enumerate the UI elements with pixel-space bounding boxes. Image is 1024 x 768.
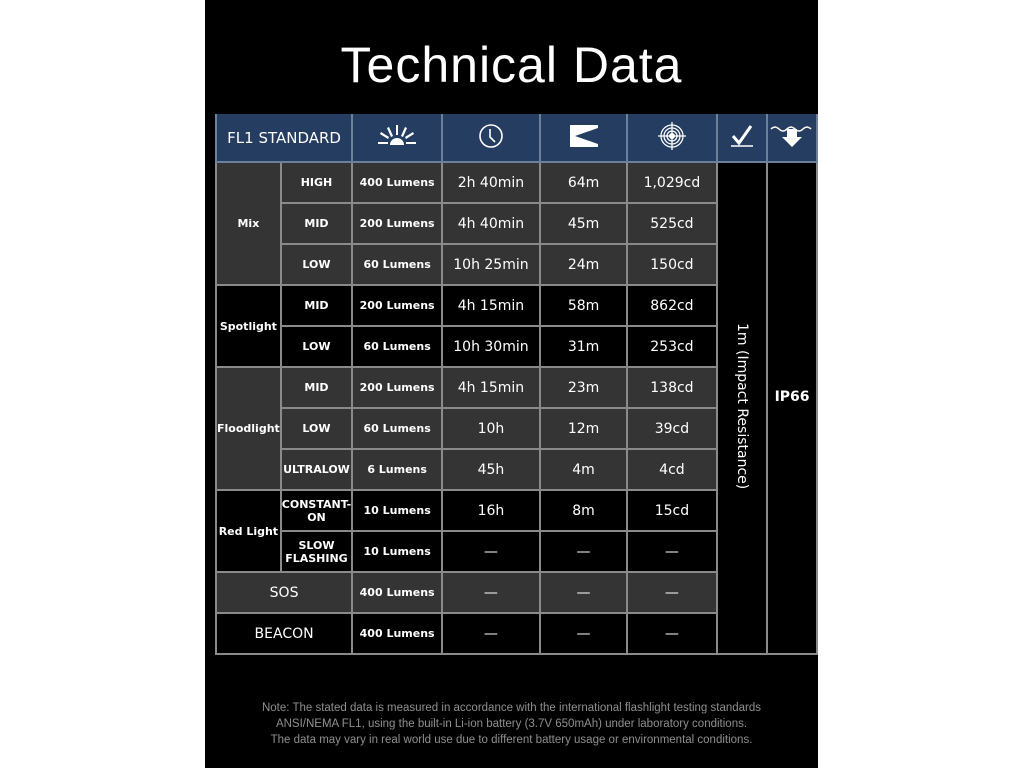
distance-cell: 8m	[540, 490, 628, 531]
table-row	[216, 162, 817, 203]
sub-mode-label: MID	[281, 367, 352, 408]
runtime-cell: 10h 25min	[442, 244, 540, 285]
sub-mode-label: LOW	[281, 326, 352, 367]
sub-mode-label: CONSTANT-ON	[281, 490, 352, 531]
spec-table	[215, 114, 818, 655]
sub-mode-label: SLOW FLASHING	[281, 531, 352, 572]
impact-resistance-value: 1m (Impact Resistance)	[733, 322, 750, 490]
mode-group-label: SOS	[216, 572, 352, 613]
distance-cell: —	[540, 613, 628, 654]
output-cell: 60 Lumens	[352, 326, 442, 367]
output-cell: 200 Lumens	[352, 285, 442, 326]
sub-mode-label: LOW	[281, 244, 352, 285]
waterproof-rating-cell: IP66	[767, 162, 817, 654]
output-cell: 60 Lumens	[352, 408, 442, 449]
intensity-cell: 15cd	[627, 490, 716, 531]
intensity-cell: 525cd	[627, 203, 716, 244]
intensity-cell: 150cd	[627, 244, 716, 285]
runtime-clock-icon	[442, 114, 540, 162]
output-cell: 60 Lumens	[352, 244, 442, 285]
intensity-cell: 4cd	[627, 449, 716, 490]
output-cell: 400 Lumens	[352, 613, 442, 654]
runtime-cell: 10h 30min	[442, 326, 540, 367]
output-cell: 400 Lumens	[352, 162, 442, 203]
mode-group-label: Red Light	[216, 490, 281, 572]
impact-resistance-cell	[717, 162, 768, 654]
distance-cell: 58m	[540, 285, 628, 326]
runtime-cell: —	[442, 613, 540, 654]
distance-cell: 45m	[540, 203, 628, 244]
header-row	[216, 114, 817, 162]
distance-cell: 64m	[540, 162, 628, 203]
beam-distance-icon	[540, 114, 628, 162]
distance-cell: —	[540, 531, 628, 572]
distance-cell: 24m	[540, 244, 628, 285]
mode-group-label: Spotlight	[216, 285, 281, 367]
mode-group-label: Floodlight	[216, 367, 281, 490]
distance-cell: 12m	[540, 408, 628, 449]
runtime-cell: 4h 15min	[442, 285, 540, 326]
distance-cell: 23m	[540, 367, 628, 408]
impact-resistance-icon	[717, 114, 768, 162]
sub-mode-label: MID	[281, 285, 352, 326]
runtime-cell: —	[442, 572, 540, 613]
runtime-cell: 10h	[442, 408, 540, 449]
distance-cell: —	[540, 572, 628, 613]
runtime-cell: 4h 15min	[442, 367, 540, 408]
output-cell: 6 Lumens	[352, 449, 442, 490]
sub-mode-label: MID	[281, 203, 352, 244]
output-cell: 200 Lumens	[352, 203, 442, 244]
runtime-cell: 4h 40min	[442, 203, 540, 244]
runtime-cell: —	[442, 531, 540, 572]
output-cell: 10 Lumens	[352, 490, 442, 531]
waterproof-icon	[767, 114, 817, 162]
intensity-cell: 1,029cd	[627, 162, 716, 203]
technical-data-panel	[205, 0, 818, 768]
sub-mode-label: ULTRALOW	[281, 449, 352, 490]
intensity-cell: 862cd	[627, 285, 716, 326]
note-line: Note: The stated data is measured in accordance with the international flashlight testing standards	[261, 702, 762, 714]
mode-group-label: BEACON	[216, 613, 352, 654]
note-line: ANSI/NEMA FL1, using the built-in Li-ion battery (3.7V 650mAh) under laboratory conditions.	[275, 718, 748, 730]
page-title: Technical Data	[340, 37, 683, 93]
intensity-cell: —	[627, 531, 716, 572]
standard-label: FL1 STANDARD	[216, 114, 352, 162]
runtime-cell: 45h	[442, 449, 540, 490]
distance-cell: 4m	[540, 449, 628, 490]
mode-group-label: Mix	[216, 162, 281, 285]
sub-mode-label: LOW	[281, 408, 352, 449]
footnote	[205, 700, 818, 748]
output-cell: 10 Lumens	[352, 531, 442, 572]
output-cell: 400 Lumens	[352, 572, 442, 613]
runtime-cell: 2h 40min	[442, 162, 540, 203]
intensity-cell: 138cd	[627, 367, 716, 408]
note-line: The data may vary in real world use due to different battery usage or environmental conditions.	[270, 734, 753, 746]
distance-cell: 31m	[540, 326, 628, 367]
sub-mode-label: HIGH	[281, 162, 352, 203]
intensity-target-icon	[627, 114, 716, 162]
intensity-cell: —	[627, 613, 716, 654]
runtime-cell: 16h	[442, 490, 540, 531]
intensity-cell: —	[627, 572, 716, 613]
output-cell: 200 Lumens	[352, 367, 442, 408]
intensity-cell: 39cd	[627, 408, 716, 449]
brightness-icon	[352, 114, 442, 162]
intensity-cell: 253cd	[627, 326, 716, 367]
